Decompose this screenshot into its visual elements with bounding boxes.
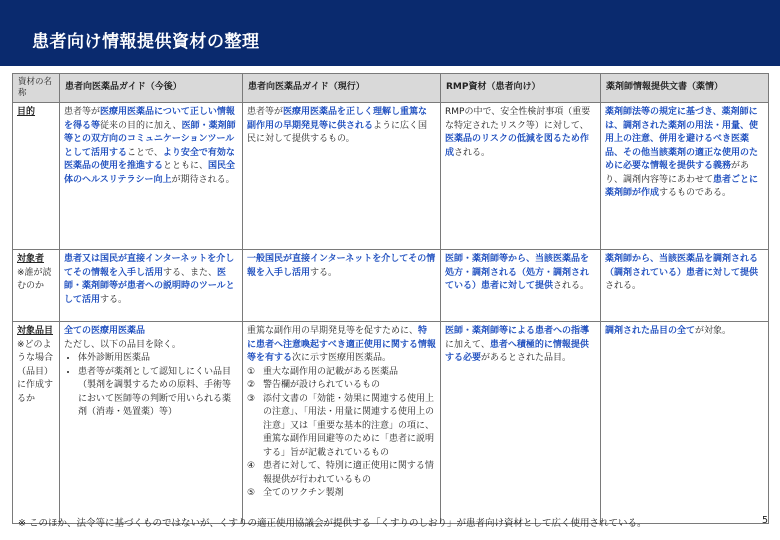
body-text: する、また、 — [163, 267, 218, 278]
row-title: 目的 — [17, 107, 36, 118]
body-text: ように広く国民に対して提供するもの。 — [247, 120, 428, 145]
row-header-purpose — [13, 103, 60, 250]
list-item: ④ 患者に対して、特別に適正使用に関する情報提供が行われているもの — [247, 461, 434, 485]
highlight-text: 患者又は国民が直接インターネットを介してその情報を入手し活用 — [64, 254, 235, 278]
highlight-text: 医療用医薬品を正しく理解し重篤な副作用の早期発見等に供される — [247, 107, 428, 131]
table-row-purpose — [13, 103, 769, 250]
column-header: RMP資材（患者向け） — [441, 74, 601, 103]
body-text: があり、調剤内容等にあわせて — [605, 161, 750, 185]
list-item: • 体外診断用医薬品 — [78, 352, 238, 366]
highlight-text: 特に患者へ注意喚起すべき適正使用に関する情報等を有する — [247, 326, 436, 364]
highlight-text: 薬剤師から、当該医薬品を調剤される（調剤されている）患者に対して提供 — [605, 254, 759, 278]
list-item: ⑤ 全てのワクチン製剤 — [247, 488, 344, 499]
table-cell — [60, 322, 243, 524]
table-cell — [60, 250, 243, 322]
body-text: する。 — [100, 294, 128, 305]
highlight-text: より安全で有効な医薬品の使用を推進する — [64, 147, 235, 172]
highlight-text: 患者へ積極的に情報提供する必要 — [445, 339, 589, 364]
body-text: される。 — [605, 281, 642, 292]
body-text: される。 — [454, 147, 491, 158]
table-cell — [60, 103, 243, 250]
table-row-target-items — [13, 322, 769, 524]
comparison-table — [12, 73, 769, 524]
corner-header: 資材の名称 — [13, 74, 60, 103]
body-text: 重篤な副作用の早期発見等を促すために、 — [247, 326, 419, 337]
body-text: とともに、 — [163, 161, 209, 172]
cell-intro — [247, 325, 436, 366]
header-bar — [0, 0, 780, 66]
cell-heading: 全ての医療用医薬品 — [64, 326, 146, 337]
highlight-text: 医師・薬剤師等が患者への説明時のツールとして活用 — [64, 267, 235, 305]
body-text: に加えて、 — [445, 339, 490, 350]
highlight-text: 医薬品のリスクの低減を図るため作成 — [445, 134, 589, 158]
table-cell — [601, 322, 769, 524]
table-cell — [243, 103, 441, 250]
list-item: ② 警告欄が設けられているもの — [247, 380, 381, 391]
row-title: 対象者 — [17, 254, 45, 265]
highlight-text: 医師・薬剤師等との双方向のコミュニケーションツールとして活用する — [64, 120, 236, 158]
list-item: • 患者等が薬剤として認知しにくい品目（製剤を調製するための原料、手術等において医師等の判断で用いられる薬剤（消毒・処置薬）等） — [78, 366, 238, 420]
criteria-list — [247, 366, 436, 501]
table-cell — [243, 250, 441, 322]
table-row-target-person — [13, 250, 769, 322]
body-text: が対象。 — [695, 326, 732, 337]
row-title: 対象品目 — [17, 326, 54, 337]
table-cell — [243, 322, 441, 524]
table-cell — [601, 250, 769, 322]
body-text: する。 — [310, 267, 338, 278]
body-text: があるとされた品目。 — [481, 353, 572, 364]
list-item: ③ 添付文書の「効能・効果に関連する使用上の注意」、「用法・用量に関連する使用上の注意」又は「重要な基本的注意」の項に、重篤な副作用回避等のために「患者に説明する」旨が記載されているもの — [247, 393, 435, 458]
highlight-text: 薬剤師法等の規定に基づき、薬剤師には、調剤された薬剤の用法・用量、使用上の注意、併用を避けるべき医薬品、その他当該薬剤の適正な使用のために必要な情報を提供する義務 — [605, 107, 759, 172]
table-cell — [441, 322, 601, 524]
column-header: 患者向医薬品ガイド（現行） — [243, 74, 441, 103]
exclusion-list — [64, 352, 238, 420]
body-text: するものである。 — [659, 188, 732, 199]
page-title: 患者向け情報提供資材の整理 — [32, 32, 260, 52]
cell-intro: ただし、以下の品目を除く。 — [64, 339, 181, 350]
row-subtitle: ※どのような場合（品目）に作成するか — [17, 339, 54, 404]
body-text: 患者等が — [247, 107, 284, 118]
body-text: される。 — [553, 281, 590, 292]
highlight-text: 調剤された品目の全て — [605, 326, 696, 337]
highlight-text: 患者ごとに薬剤師が作成 — [605, 174, 759, 199]
table-cell — [601, 103, 769, 250]
column-header: 薬剤師情報提供文書（薬情） — [601, 74, 769, 103]
body-text: 患者等が — [64, 107, 101, 118]
highlight-text: 医師・薬剤師等による患者への指導 — [445, 326, 590, 337]
footer-note — [18, 515, 768, 529]
highlight-text: 医師・薬剤師等から、当該医薬品を処方・調剤される（処方・調剤されている）患者に対して提供 — [445, 254, 590, 292]
highlight-text: 一般国民が直接インターネットを介してその情報を入手し活用 — [247, 254, 436, 278]
column-header: 患者向医薬品ガイド（今後） — [60, 74, 243, 103]
table-cell — [441, 103, 601, 250]
row-subtitle: ※誰が読むのか — [17, 267, 52, 292]
row-header-target-items — [13, 322, 60, 524]
footnote-text: ※ このほか、法令等に基づくものではないが、くすりの適正使用協議会が提供する「くすりのしおり」が患者向け資材として広く使用されている。 — [18, 518, 647, 529]
highlight-text: 医療用医薬品について正しい情報を得る等 — [64, 107, 235, 131]
page-number: 5 — [761, 515, 768, 526]
body-text: 次に示す医療用医薬品。 — [292, 353, 392, 364]
table-header-row — [13, 74, 769, 103]
body-text: ことで、 — [127, 147, 163, 158]
body-text: が期待される。 — [171, 174, 235, 185]
table-cell — [441, 250, 601, 322]
row-header-target-person — [13, 250, 60, 322]
highlight-text: 国民全体のヘルスリテラシー向上 — [64, 161, 236, 185]
body-text: RMPの中で、安全性検討事項（重要な特定されたリスク等）に対して、 — [445, 107, 591, 131]
body-text: 従来の目的に加え、 — [100, 120, 182, 131]
list-item: ① 重大な副作用の記載がある医薬品 — [247, 366, 399, 377]
